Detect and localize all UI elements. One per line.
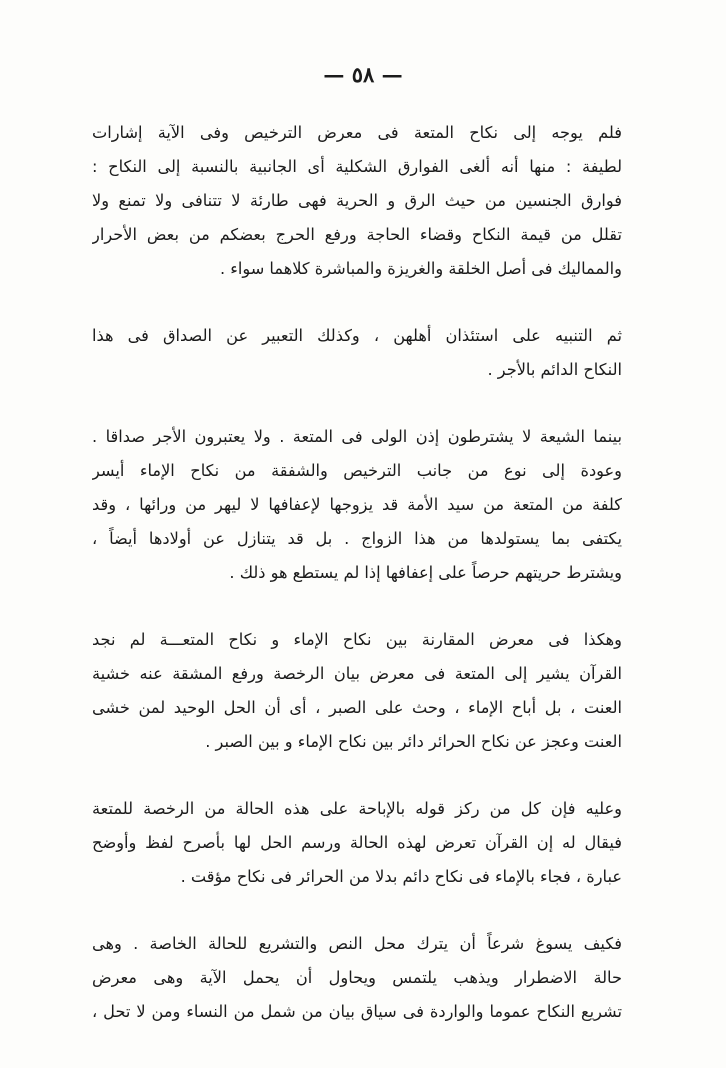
text-line: تشريع النكاح عموما والواردة فى سياق بيان من شمل من النساء ومن لا تحل ،	[92, 1002, 622, 1021]
paragraph	[92, 927, 622, 1029]
text-line: كلفة من المتعة من سيد الأمة قد يزوجها لإعفافها لا ليهر من ورائها ، وقد	[92, 495, 622, 514]
text-line: فوارق الجنسين من حيث الرق و الحرية فهى طارئة لا تتنافى ولا تمنع ولا	[92, 191, 622, 210]
text-line: القرآن يشير إلى المتعة فى معرض بيان الرخصة ورفع المشقة عنه خشية	[92, 664, 622, 683]
text-line: ثم التنبيه على استئذان أهلهن ، وكذلك التعبير عن الصداق فى هذا	[92, 326, 622, 345]
text-line: وعليه فإن كل من ركز قوله بالإباحة على هذه الحالة من الرخصة للمتعة	[92, 799, 622, 818]
paragraph	[92, 319, 622, 387]
text-line: لطيفة : منها أنه ألغى الفوارق الشكلية أى الجانبية بالنسبة إلى النكاح :	[92, 157, 622, 176]
paragraph	[92, 116, 622, 286]
text-line: العنت وعجز عن نكاح الحرائر دائر بين نكاح الإماء و بين الصبر .	[205, 732, 622, 751]
text-line: فلم يوجه إلى نكاح المتعة فى معرض الترخيص وفى الآية إشارات	[92, 123, 622, 142]
text-line: بينما الشيعة لا يشترطون إذن الولى فى المتعة . ولا يعتبرون الأجر صداقا .	[92, 427, 622, 446]
text-line: تقلل من قيمة النكاح وقضاء الحاجة ورفع الحرج بعضكم من بعض الأحرار	[92, 225, 622, 244]
paragraph	[92, 792, 622, 894]
body-text	[92, 116, 622, 1062]
paragraph	[92, 623, 622, 759]
text-line: والمماليك فى أصل الخلقة والغريزة والمباشرة كلاهما سواء .	[219, 259, 622, 278]
text-line: عبارة ، فجاء بالإماء فى نكاح دائم بدلا من الحرائر فى نكاح مؤقت .	[180, 867, 622, 886]
text-line: ويشترط حريتهم حرصاً على إعفافها إذا لم يستطع هو ذلك .	[229, 563, 622, 582]
text-line: وعودة إلى نوع من جانب الترخيص والشفقة من نكاح الإماء أيسر	[92, 461, 622, 480]
text-line: النكاح الدائم بالأجر .	[487, 360, 622, 379]
text-line: العنت ، بل أباح الإماء ، وحث على الصبر ، أى أن الحل الوحيد لمن خشى	[92, 698, 622, 717]
text-line: يكتفى بما يستولدها من هذا الزواج . بل قد يتنازل عن أولادها أيضاً ،	[92, 529, 622, 548]
text-line: فكيف يسوغ شرعاً أن يترك محل النص والتشريع للحالة الخاصة . وهى	[92, 934, 622, 953]
text-line: وهكذا فى معرض المقارنة بين نكاح الإماء و نكاح المتعـــة لم نجد	[92, 630, 622, 649]
paragraph	[92, 420, 622, 590]
text-line: حالة الاضطرار ويذهب يلتمس ويحاول أن يحمل الآية وهى معرض	[92, 968, 622, 987]
text-line: فيقال له إن القرآن تعرض لهذه الحالة ورسم الحل لها بأصرح لفظ وأوضح	[92, 833, 622, 852]
page-number: — ٥٨ —	[323, 62, 403, 87]
